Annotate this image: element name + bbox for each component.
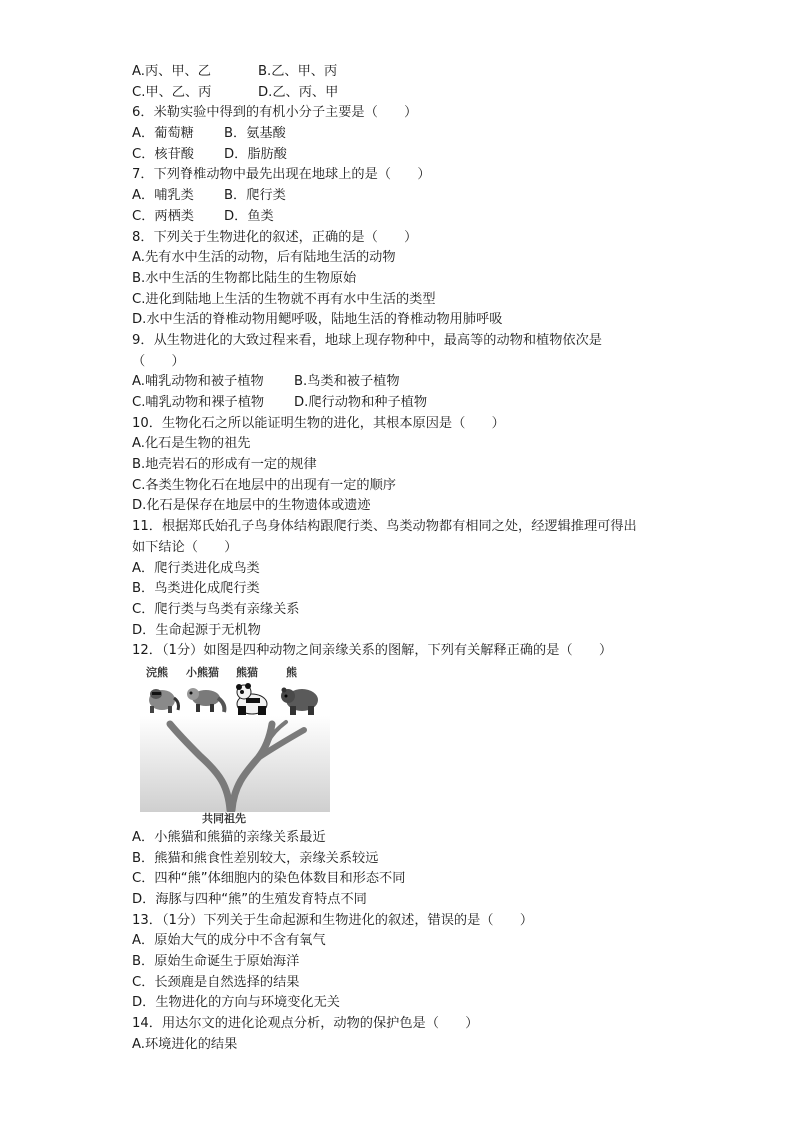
question-14-stem: 14．用达尔文的进化论观点分析，动物的保护色是（ ） (132, 1016, 479, 1032)
option-b: B.地壳岩石的形成有一定的规律 (132, 457, 317, 473)
option-a: A.化石是生物的祖先 (132, 436, 251, 452)
option-a: A．小熊猫和熊猫的亲缘关系最近 (132, 829, 326, 845)
option-row (132, 186, 672, 207)
option-b: B．熊猫和熊食性差别较大，亲缘关系较远 (132, 850, 379, 866)
option-c: C.哺乳动物和裸子植物 (132, 395, 265, 410)
option-b: B.鸟类和被子植物 (294, 374, 400, 390)
red-panda-icon (184, 682, 228, 714)
option-row (132, 372, 672, 393)
option-c: C.甲、乙、丙 (132, 84, 212, 100)
option-c: C.进化到陆地上生活的生物就不再有水中生活的类型 (132, 291, 436, 307)
bear-icon (280, 682, 320, 716)
option-d: D．生命起源于无机物 (132, 622, 261, 638)
option-d: D．海豚与四种“熊”的生殖发育特点不同 (132, 892, 367, 907)
option-d: D.爬行动物和种子植物 (294, 395, 428, 410)
option-c: C．两栖类 (132, 208, 194, 224)
option-b: B．原始生命诞生于原始海洋 (132, 954, 300, 970)
option-row (132, 83, 672, 104)
option-c: C．长颈鹿是自然选择的结果 (132, 974, 300, 990)
label-panda: 熊猫 (236, 665, 258, 679)
option-a: A.环境进化的结果 (132, 1036, 238, 1052)
branch-tree-diagram (140, 716, 330, 812)
option-row (132, 393, 672, 414)
option-a: A．爬行类进化成鸟类 (132, 560, 260, 576)
question-9-stem-cont: （ ） (132, 353, 185, 369)
option-b: B.乙、甲、丙 (258, 64, 338, 79)
option-b: B．氨基酸 (224, 126, 286, 142)
question-7-stem: 7．下列脊椎动物中最先出现在地球上的是（ ） (132, 167, 431, 183)
question-9-stem: 9．从生物进化的大致过程来看，地球上现存物种中，最高等的动物和植物依次是 (132, 332, 602, 348)
label-common-ancestor: 共同祖先 (202, 811, 246, 825)
question-10-stem: 10．生物化石之所以能证明生物的进化，其根本原因是（ ） (132, 415, 505, 431)
label-bear: 熊 (286, 665, 297, 679)
question-13-stem: 13．（1分）下列关于生命起源和生物进化的叙述，错误的是（ ） (132, 912, 534, 928)
option-b: B．鸟类进化成爬行类 (132, 581, 260, 597)
option-c: C．核苷酸 (132, 146, 194, 162)
option-c: C．爬行类与鸟类有亲缘关系 (132, 601, 300, 617)
option-a: A.先有水中生活的动物，后有陆地生活的动物 (132, 250, 396, 266)
option-row (132, 145, 672, 166)
raccoon-icon (144, 682, 180, 714)
option-row (132, 124, 672, 145)
option-b: B.水中生活的生物都比陆生的生物原始 (132, 270, 357, 286)
option-a: A.丙、甲、乙 (132, 64, 211, 79)
question-list (132, 62, 672, 1056)
option-d: D．鱼类 (224, 208, 274, 224)
option-c: C．四种“熊”体细胞内的染色体数目和形态不同 (132, 871, 406, 887)
option-a: A．原始大气的成分中不含有氧气 (132, 933, 326, 949)
question-6-stem: 6．米勒实验中得到的有机小分子主要是（ ） (132, 105, 418, 121)
question-12-stem: 12．（1分）如图是四种动物之间亲缘关系的图解，下列有关解释正确的是（ ） (132, 643, 613, 659)
panda-icon (232, 682, 272, 716)
option-a: A.哺乳动物和被子植物 (132, 374, 264, 390)
option-a: A．葡萄糖 (132, 126, 194, 142)
option-c: C.各类生物化石在地层中的出现有一定的顺序 (132, 477, 396, 493)
option-row (132, 207, 672, 228)
option-d: D.乙、丙、甲 (258, 84, 339, 100)
question-11-stem: 11．根据郑氏始孔子鸟身体结构跟爬行类、鸟类动物都有相同之处，经逻辑推理可得出 (132, 519, 637, 535)
kinship-tree-figure (140, 664, 330, 824)
option-a: A．哺乳类 (132, 188, 194, 204)
option-d: D.水中生活的脊椎动物用鳃呼吸，陆地生活的脊椎动物用肺呼吸 (132, 312, 503, 328)
question-11-stem-cont: 如下结论（ ） (132, 539, 238, 555)
option-d: D．生物进化的方向与环境变化无关 (132, 995, 340, 1011)
label-red-panda: 小熊猫 (186, 665, 219, 679)
question-8-stem: 8．下列关于生物进化的叙述，正确的是（ ） (132, 229, 418, 245)
option-d: D.化石是保存在地层中的生物遗体或遗迹 (132, 498, 371, 514)
label-raccoon: 浣熊 (146, 665, 168, 679)
option-d: D．脂肪酸 (224, 146, 287, 162)
option-row (132, 62, 672, 83)
option-b: B．爬行类 (224, 188, 286, 204)
